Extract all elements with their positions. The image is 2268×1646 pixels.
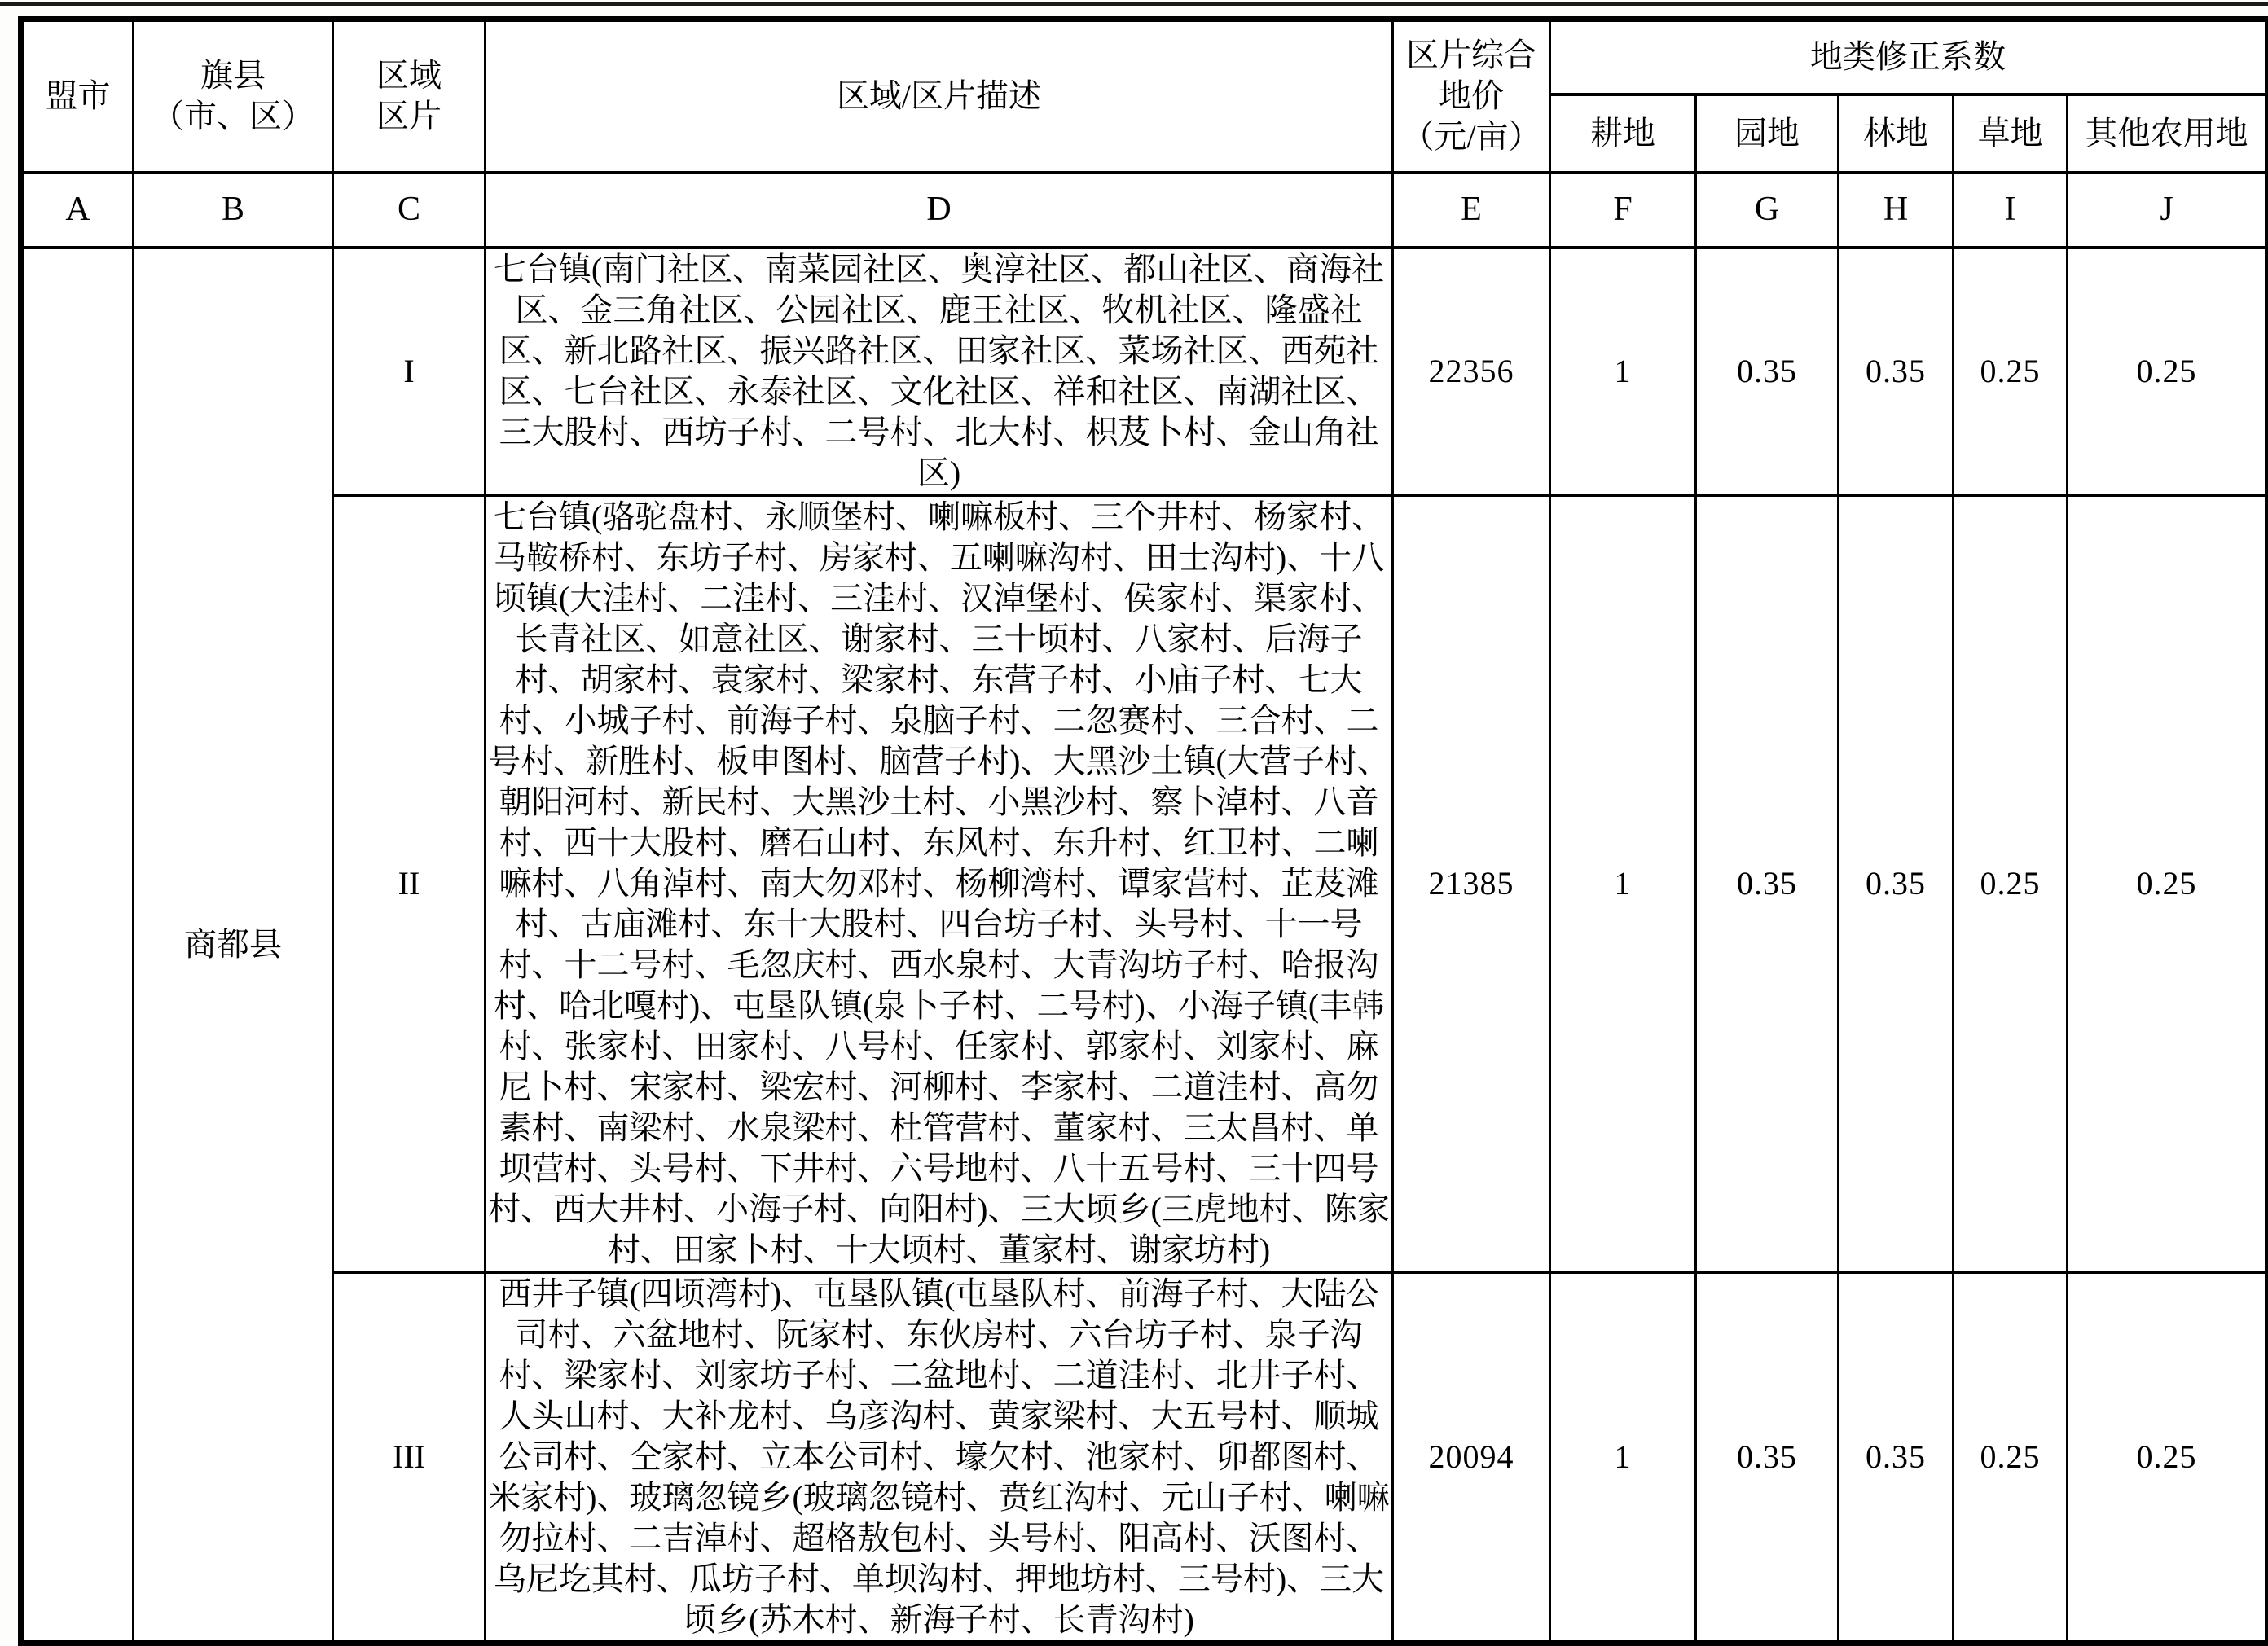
cell-zone-2-coef-grass: 0.25 xyxy=(1954,495,2068,1272)
cell-county: 商都县 xyxy=(134,248,333,1644)
cell-zone-3-coef-forest: 0.35 xyxy=(1839,1272,1954,1644)
header-land-other: 其他农用地 xyxy=(2068,94,2268,173)
cell-meng-shi-value xyxy=(21,248,134,1644)
header-price xyxy=(1393,20,1550,173)
cell-zone-2-coef-garden: 0.35 xyxy=(1696,495,1839,1272)
cell-zone-3-coef-other: 0.25 xyxy=(2068,1272,2268,1644)
col-letter-e: E xyxy=(1393,173,1550,248)
col-letter-g: G xyxy=(1696,173,1839,248)
cell-zone-3-coef-cultivated: 1 xyxy=(1550,1272,1696,1644)
col-letter-h: H xyxy=(1839,173,1954,248)
col-letter-d: D xyxy=(486,173,1393,248)
col-letter-b: B xyxy=(134,173,333,248)
cell-zone-1-label: I xyxy=(333,248,486,495)
header-land-cultivated: 耕地 xyxy=(1550,94,1696,173)
cell-zone-1-description: 七台镇(南门社区、南菜园社区、奥淳社区、都山社区、商海社区、金三角社区、公园社区、鹿王社区、牧机社区、隆盛社区、新北路社区、振兴路社区、田家社区、菜场社区、西苑社区、七台社区、永泰社区、文化社区、祥和社区、南湖社区、三大股村、西坊子村、二号村、北大村、枳芨卜村、金山角社区) xyxy=(486,248,1393,495)
header-qu-yu-qu-pian xyxy=(333,20,486,173)
col-letter-f: F xyxy=(1550,173,1696,248)
header-coefficient-group: 地类修正系数 xyxy=(1550,20,2268,94)
table-row-zone-1 xyxy=(21,248,2268,495)
cell-zone-2-coef-forest: 0.35 xyxy=(1839,495,1954,1272)
header-meng-shi: 盟市 xyxy=(21,20,134,173)
header-price-line1: 区片综合 xyxy=(1406,37,1536,74)
col-letter-c: C xyxy=(333,173,486,248)
cell-zone-3-price: 20094 xyxy=(1393,1272,1550,1644)
header-land-grass: 草地 xyxy=(1954,94,2068,173)
col-letter-i: I xyxy=(1954,173,2068,248)
header-price-line3: （元/亩） xyxy=(1401,118,1541,156)
cell-zone-3-coef-garden: 0.35 xyxy=(1696,1272,1839,1644)
header-qi-xian-line2: （市、区） xyxy=(152,98,314,135)
header-land-garden: 园地 xyxy=(1696,94,1839,173)
cell-zone-1-coef-other: 0.25 xyxy=(2068,248,2268,495)
cell-zone-3-description: 西井子镇(四顷湾村)、屯垦队镇(屯垦队村、前海子村、大陆公司村、六盆地村、阮家村、东伙房村、六台坊子村、泉子沟村、梁家村、刘家坊子村、二盆地村、二道洼村、北井子村、人头山村、大补龙村、乌彦沟村、黄家梁村、大五号村、顺城公司村、仝家村、立本公司村、壕欠村、池家村、卯都图村、米家村)、玻璃忽镜乡(玻璃忽镜村、贲红沟村、元山子村、喇嘛勿拉村、二吉淖村、超格敖包村、头号村、阳高村、沃图村、乌尼圪其村、瓜坊子村、单坝沟村、押地坊村、三号村)、三大顷乡(苏木村、新海子村、长青沟村) xyxy=(486,1272,1393,1644)
cell-zone-1-coef-garden: 0.35 xyxy=(1696,248,1839,495)
header-land-forest: 林地 xyxy=(1839,94,1954,173)
header-price-line2: 地价 xyxy=(1439,77,1504,115)
col-letter-j: J xyxy=(2068,173,2268,248)
table-row-zone-2 xyxy=(21,495,2268,1272)
land-price-table xyxy=(18,16,2268,1646)
cell-zone-2-description: 七台镇(骆驼盘村、永顺堡村、喇嘛板村、三个井村、杨家村、马鞍桥村、东坊子村、房家村、五喇嘛沟村、田士沟村)、十八顷镇(大洼村、二洼村、三洼村、汉淖堡村、侯家村、渠家村、长青社区、如意社区、谢家村、三十顷村、八家村、后海子村、胡家村、袁家村、梁家村、东营子村、小庙子村、七大村、小城子村、前海子村、泉脑子村、二忽赛村、三合村、二号村、新胜村、板申图村、脑营子村)、大黑沙土镇(大营子村、朝阳河村、新民村、大黑沙土村、小黑沙村、察卜淖村、八音村、西十大股村、磨石山村、东风村、东升村、红卫村、二喇嘛村、八角淖村、南大勿邓村、杨柳湾村、谭家营村、芷芨滩村、古庙滩村、东十大股村、四台坊子村、头号村、十一号村、十二号村、毛忽庆村、西水泉村、大青沟坊子村、哈报沟村、哈北嘎村)、屯垦队镇(泉卜子村、二号村)、小海子镇(丰韩村、张家村、田家村、八号村、任家村、郭家村、刘家村、麻尼卜村、宋家村、梁宏村、河柳村、李家村、二道洼村、高勿素村、南梁村、水泉梁村、杜管营村、董家村、三太昌村、单坝营村、头号村、下井村、六号地村、八十五号村、三十四号村、西大井村、小海子村、向阳村)、三大顷乡(三虎地村、陈家村、田家卜村、十大顷村、董家村、谢家坊村) xyxy=(486,495,1393,1272)
header-qi-xian xyxy=(134,20,333,173)
cell-zone-1-price: 22356 xyxy=(1393,248,1550,495)
scan-edge-line xyxy=(0,2,2268,6)
cell-zone-2-coef-cultivated: 1 xyxy=(1550,495,1696,1272)
header-description: 区域/区片描述 xyxy=(486,20,1393,173)
header-qu-yu-line1: 区域 xyxy=(376,57,442,94)
cell-zone-3-coef-grass: 0.25 xyxy=(1954,1272,2068,1644)
cell-zone-3-label: III xyxy=(333,1272,486,1644)
col-letter-a: A xyxy=(21,173,134,248)
header-qi-xian-line1: 旗县 xyxy=(200,57,266,94)
cell-zone-1-coef-cultivated: 1 xyxy=(1550,248,1696,495)
land-price-table-wrapper xyxy=(18,16,2265,1638)
table-row-zone-3 xyxy=(21,1272,2268,1644)
cell-zone-2-label: II xyxy=(333,495,486,1272)
cell-zone-2-price: 21385 xyxy=(1393,495,1550,1272)
cell-zone-2-coef-other: 0.25 xyxy=(2068,495,2268,1272)
header-qu-yu-line2: 区片 xyxy=(376,98,442,135)
cell-zone-1-coef-forest: 0.35 xyxy=(1839,248,1954,495)
cell-zone-1-coef-grass: 0.25 xyxy=(1954,248,2068,495)
